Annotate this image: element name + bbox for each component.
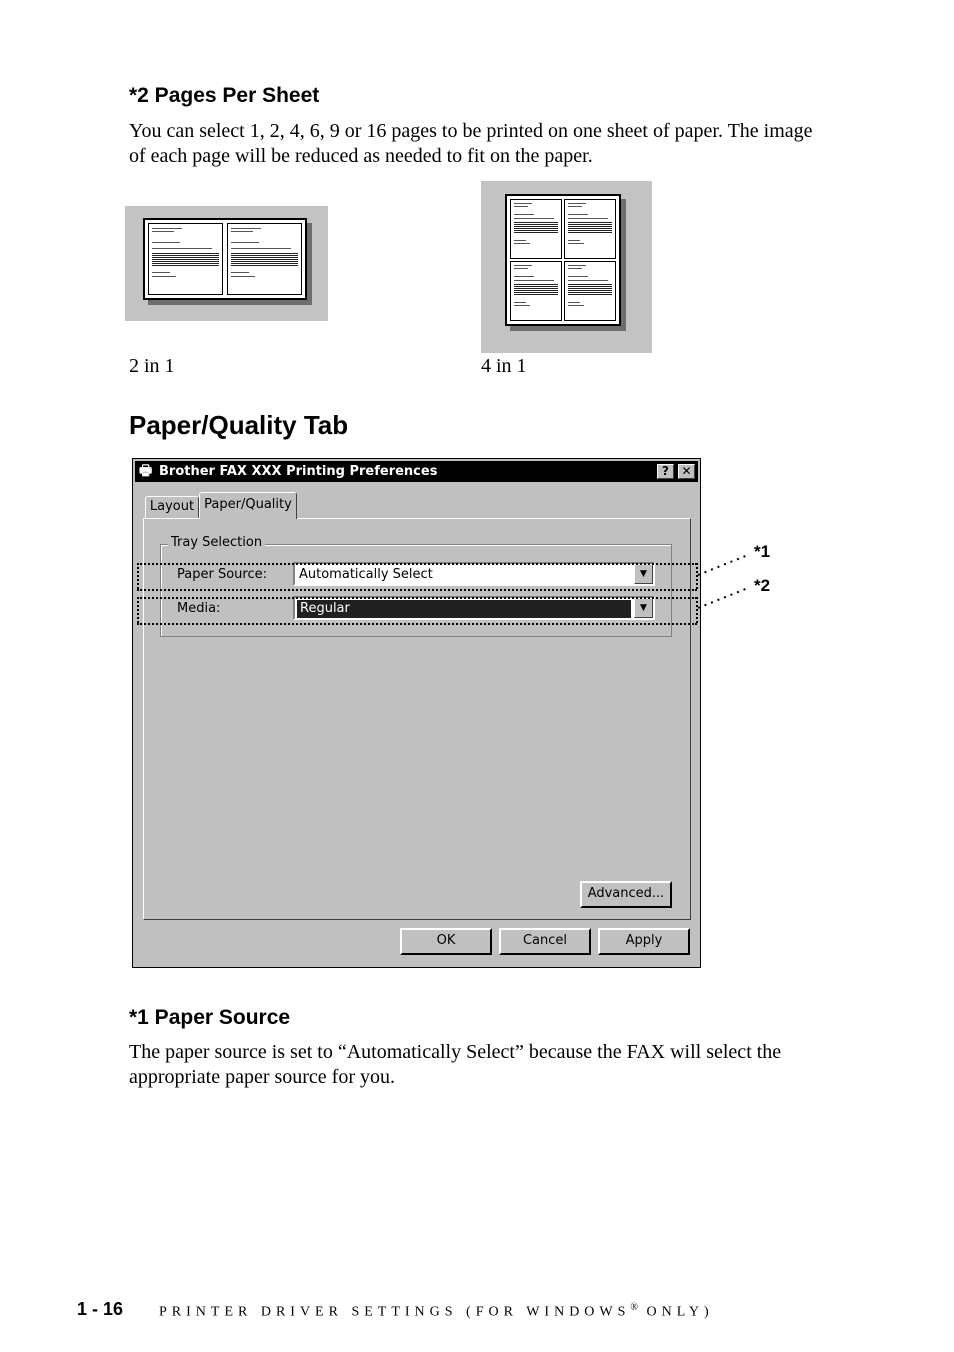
- caption-four-in-one: 4 in 1: [481, 355, 527, 377]
- media-dropdown[interactable]: [293, 596, 655, 620]
- paper-quality-panel: [143, 518, 691, 920]
- section-heading-paper-quality-tab: Paper/Quality Tab: [129, 410, 349, 440]
- chevron-down-icon[interactable]: ▼: [634, 564, 653, 584]
- help-button[interactable]: ?: [657, 464, 674, 479]
- running-footer-title-end: ONLY): [638, 1304, 714, 1320]
- printer-icon: 🖶: [139, 463, 153, 479]
- paper-source-dropdown[interactable]: [293, 562, 655, 586]
- advanced-button[interactable]: Advanced...: [580, 881, 672, 908]
- callout-1: *1: [754, 542, 771, 561]
- callout-leader-lines: [690, 540, 760, 610]
- close-button[interactable]: ✕: [678, 464, 695, 479]
- apply-button[interactable]: Apply: [598, 928, 690, 955]
- ok-button[interactable]: OK: [400, 928, 492, 955]
- running-footer-title: PRINTER DRIVER SETTINGS (FOR WINDOWS: [159, 1304, 631, 1320]
- tab-layout[interactable]: Layout: [145, 496, 199, 518]
- cancel-button[interactable]: Cancel: [499, 928, 591, 955]
- registered-mark: ®: [630, 1302, 639, 1313]
- two-in-one-illustration: [125, 206, 328, 321]
- callout-2: *2: [754, 576, 771, 595]
- paper-source-value: Automatically Select: [299, 567, 433, 582]
- four-in-one-illustration: [481, 181, 652, 353]
- media-value: Regular: [297, 600, 631, 618]
- dialog-title: Brother FAX XXX Printing Preferences: [159, 464, 438, 479]
- tab-paper-quality[interactable]: Paper/Quality: [199, 492, 297, 519]
- pages-per-sheet-description: You can select 1, 2, 4, 6, 9 or 16 pages to be printed on one sheet of paper. The image of each page will be reduced as needed to fit on the paper.: [129, 120, 813, 167]
- caption-two-in-one: 2 in 1: [129, 355, 175, 377]
- tray-selection-label: Tray Selection: [168, 535, 265, 550]
- section-heading-paper-source: *1 Paper Source: [129, 1006, 291, 1029]
- printing-preferences-dialog: [132, 458, 701, 968]
- running-footer: [159, 1302, 714, 1321]
- page-number: 1 - 16: [77, 1299, 124, 1319]
- section-heading-pages-per-sheet: *2 Pages Per Sheet: [129, 84, 320, 107]
- paper-source-label: Paper Source:: [177, 567, 267, 582]
- dialog-titlebar[interactable]: [135, 461, 698, 482]
- media-label: Media:: [177, 601, 221, 616]
- chevron-down-icon[interactable]: ▼: [634, 598, 653, 618]
- paper-source-description: The paper source is set to “Automatically Select” because the FAX will select the appropriate paper source for you.: [129, 1041, 782, 1088]
